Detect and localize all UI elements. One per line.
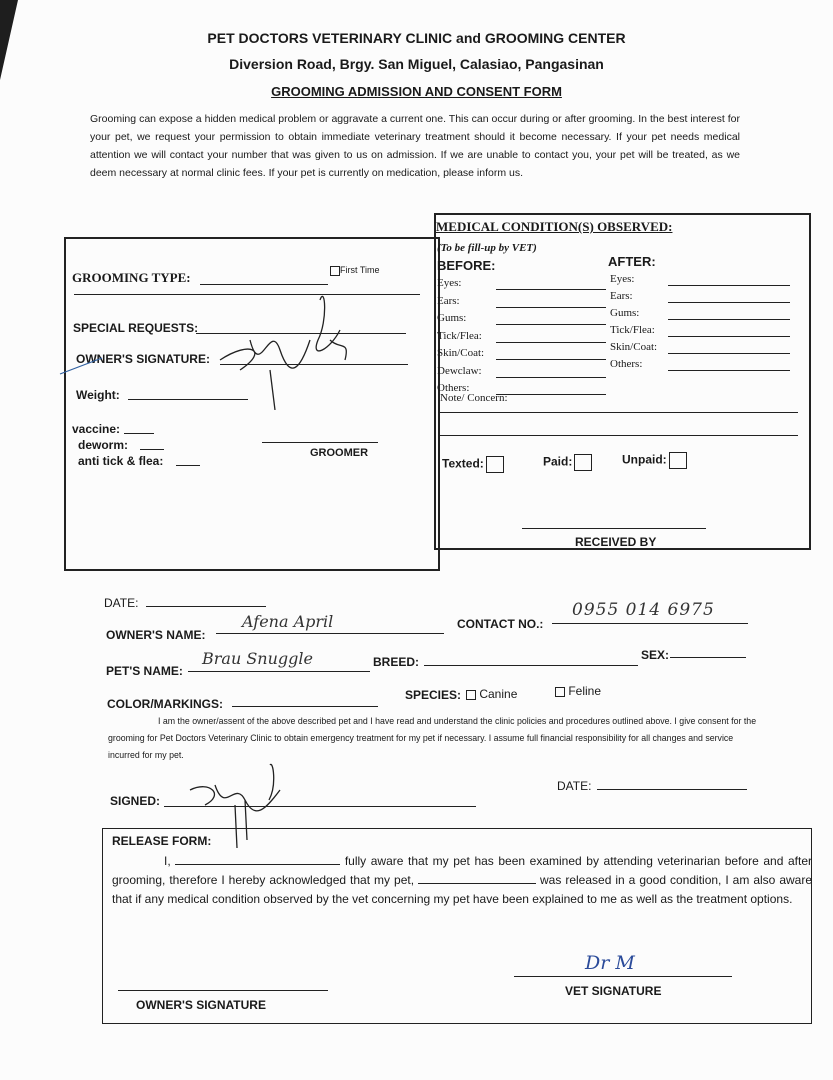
received-by-line[interactable] [522, 528, 706, 529]
before-field-line[interactable] [496, 377, 606, 378]
pet-name-label: PET'S NAME: [106, 664, 183, 678]
before-field-line[interactable] [496, 324, 606, 325]
vet-signature-label: VET SIGNATURE [565, 984, 662, 998]
grooming-type-label: GROOMING TYPE: [72, 270, 191, 285]
paid-checkbox[interactable] [574, 454, 592, 471]
before-field-line[interactable] [496, 342, 606, 343]
release-body-3: was released in a good condition, I am also aware that if any medical condition observed by the vet concerning my pet have been explained to me as well as the treatment options. [112, 873, 812, 906]
first-time-label: First Time [340, 265, 380, 275]
after-field-label: Others: [610, 358, 643, 370]
first-time-checkbox[interactable] [330, 265, 380, 276]
paid-field [543, 454, 592, 471]
sex-label: SEX: [641, 648, 670, 662]
received-by-label: RECEIVED BY [575, 535, 657, 549]
clinic-name: PET DOCTORS VETERINARY CLINIC and GROOMING CENTER [207, 30, 626, 46]
date2-label: DATE: [557, 779, 592, 793]
before-field-label: Gums: [437, 312, 467, 324]
after-field-label: Ears: [610, 290, 633, 302]
pet-name-line[interactable] [188, 671, 370, 672]
anti-tick-line[interactable] [176, 465, 200, 466]
deworm-label: deworm: [78, 438, 129, 452]
feline-checkbox[interactable] [555, 687, 565, 697]
breed-line[interactable] [424, 665, 638, 666]
special-requests-label: SPECIAL REQUESTS: [73, 321, 199, 335]
first-time-box[interactable] [330, 266, 340, 276]
signed-label: SIGNED: [110, 794, 161, 808]
after-field-line[interactable] [668, 353, 790, 354]
before-field-label: Ears: [437, 294, 460, 307]
before-field-label: Others: [437, 382, 470, 394]
date-line[interactable] [146, 606, 266, 607]
before-label: BEFORE: [437, 258, 496, 273]
vet-handwriting: Dr M [585, 952, 635, 974]
owner-name-label: OWNER'S NAME: [106, 628, 206, 642]
before-field-line[interactable] [496, 394, 606, 395]
before-field-line[interactable] [496, 289, 606, 290]
texted-label: Texted: [442, 456, 484, 471]
feline-label: Feline [568, 684, 602, 698]
vet-signature-line[interactable] [514, 976, 732, 977]
consent-text: I am the owner/assent of the above described pet and I have read and understand the clinic policies and procedures outlined above. I give consent for the grooming for Pet Doctors Veterinary Clinic to obtain emergency treatment for my pet if necessary. I assume full financial responsibility for all changes and service incurred for my pet. [108, 716, 757, 760]
note-line-1[interactable] [440, 412, 798, 413]
owner-signature-scribble [210, 280, 360, 410]
after-field-line[interactable] [668, 319, 790, 320]
owner-name-line[interactable] [216, 633, 444, 634]
release-owner-signature-label: OWNER'S SIGNATURE [136, 998, 266, 1012]
date2-line[interactable] [597, 789, 747, 790]
signature-slash-mark [58, 356, 108, 376]
owner-name-value[interactable]: Afena April [242, 612, 334, 631]
note-line-2[interactable] [440, 435, 798, 436]
owner-signature-label: OWNER'S SIGNATURE: [76, 352, 210, 366]
contact-value[interactable]: 0955 014 6975 [572, 600, 715, 620]
release-owner-blank[interactable] [175, 852, 340, 865]
medical-subtitle: (To be fill-up by VET) [437, 242, 537, 254]
form-title: GROOMING ADMISSION AND CONSENT FORM [271, 84, 562, 99]
after-field-label: Gums: [610, 307, 640, 319]
species-label: SPECIES: [405, 688, 462, 702]
breed-label: BREED: [373, 655, 420, 669]
paid-label: Paid: [543, 454, 573, 469]
contact-line[interactable] [552, 623, 748, 624]
release-title: RELEASE FORM: [112, 834, 212, 848]
unpaid-label: Unpaid: [622, 452, 667, 467]
medical-title: MEDICAL CONDITION(S) OBSERVED: [436, 219, 673, 234]
deworm-line[interactable] [140, 449, 164, 450]
after-label: AFTER: [608, 254, 656, 269]
before-field-label: Skin/Coat: [437, 347, 485, 359]
before-field-label: Dewclaw: [437, 364, 482, 377]
color-line[interactable] [232, 706, 378, 707]
date-label: DATE: [104, 596, 139, 610]
release-pet-blank[interactable] [418, 871, 536, 884]
texted-field [442, 456, 504, 473]
feline-option[interactable] [555, 684, 601, 698]
weight-line[interactable] [128, 399, 248, 400]
unpaid-field [622, 452, 687, 469]
release-paragraph [112, 852, 812, 909]
after-field-label: Eyes: [610, 273, 635, 285]
texted-checkbox[interactable] [486, 456, 504, 473]
sex-line[interactable] [670, 657, 746, 658]
before-field-line[interactable] [496, 307, 606, 308]
release-body-2: fully aware that my pet has been examined by attending veterinarian before and after grooming, therefore I hereby acknowledged that my pet, [112, 854, 812, 887]
after-field-line[interactable] [668, 302, 790, 303]
vaccine-label: vaccine: [72, 422, 121, 436]
intro-paragraph: Grooming can expose a hidden medical problem or aggravate a current one. This can occur during or after grooming. In the best interest for your pet, we request your permission to obtain immediate veterinary treatment should it become necessary. If your pet needs medical attention we will contact your number that was given to us on admission. If we are unable to contact you, your pet will be treated, as we deem necessary at normal clinic fees. If your pet is currently on medication, please inform us. [90, 113, 740, 179]
unpaid-checkbox[interactable] [669, 452, 687, 469]
canine-option[interactable] [466, 687, 517, 701]
after-field-label: Skin/Coat: [610, 341, 658, 353]
contact-label: CONTACT NO.: [457, 617, 544, 631]
weight-label: Weight: [76, 388, 120, 402]
canine-label: Canine [479, 687, 518, 701]
before-field-label: Eyes: [437, 277, 462, 289]
after-field-label: Tick/Flea: [610, 324, 655, 336]
groomer-line[interactable] [262, 442, 378, 443]
anti-tick-label: anti tick & flea: [78, 454, 164, 468]
groomer-label: GROOMER [310, 447, 369, 459]
release-owner-signature-line[interactable] [118, 990, 328, 991]
note-label: Note/ Concern: [440, 392, 508, 404]
before-field-line[interactable] [496, 359, 606, 360]
canine-checkbox[interactable] [466, 690, 476, 700]
after-field-line[interactable] [668, 285, 790, 286]
pet-name-value[interactable]: Brau Snuggle [202, 649, 313, 668]
after-field-line[interactable] [668, 370, 790, 371]
color-label: COLOR/MARKINGS: [107, 697, 223, 711]
release-body-1: I, [164, 854, 176, 868]
after-field-line[interactable] [668, 336, 790, 337]
before-field-label: Tick/Flea: [437, 329, 482, 342]
clinic-address: Diversion Road, Brgy. San Miguel, Calasiao, Pangasinan [229, 56, 604, 72]
vaccine-line[interactable] [124, 433, 154, 434]
